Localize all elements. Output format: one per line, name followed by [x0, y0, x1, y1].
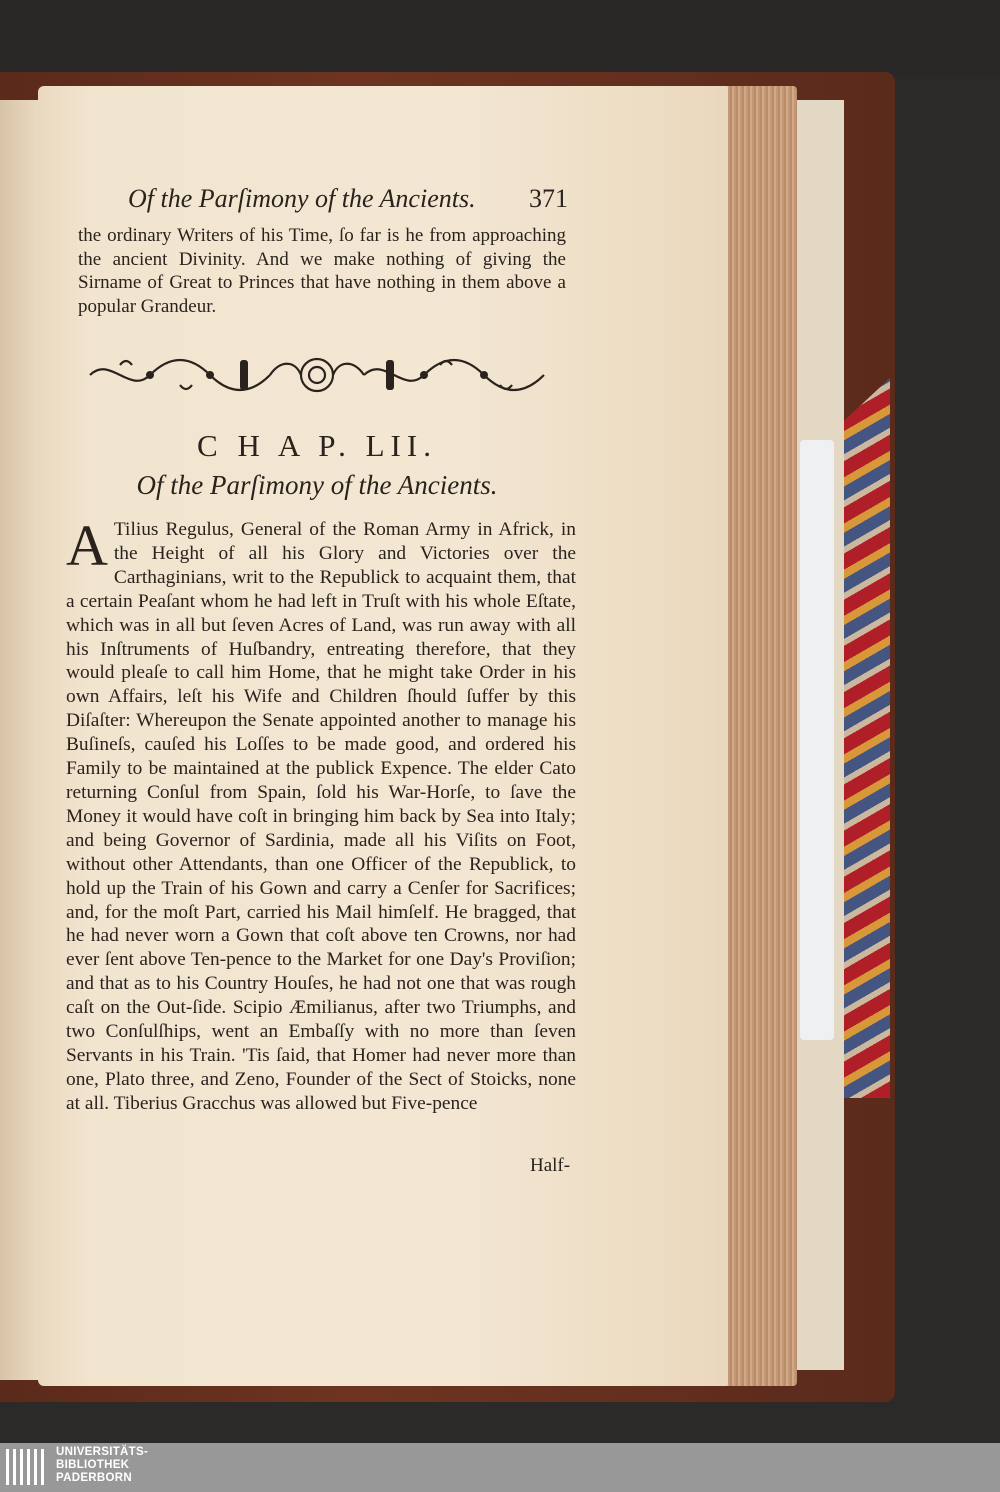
page-number: 371: [529, 184, 568, 213]
library-footer: [0, 1443, 1000, 1492]
chapter-heading: C H A P. LII.: [197, 428, 437, 463]
library-name-line2: BIBLIOTHEK: [56, 1459, 130, 1471]
library-name-line1: UNIVERSITÄTS-: [56, 1446, 149, 1458]
library-name: [56, 1446, 148, 1485]
catchword: Half-: [530, 1155, 571, 1176]
chapter-body-text: Tilius Regulus, General of the Roman Army in Africk, in the Height of all his Glory and Victories over the Carthaginians, writ to the Republick to acquaint them, that a certain Peaſant whom he had left in Truſt with his whole Eſtate, which was in all but ſeven Acres of Land, was run away with all his Inſtruments of Huſbandry, entreating therefore, that they would pleaſe to call him Home, that he might take Order in his own Affairs, leſt his Wife and Children ſhould ſuffer by this Diſaſter: Whereupon the Senate appointed another to manage his Buſineſs, cauſed his Loſſes to be made good, and ordered his Family to be maintained at the publick Expence. The elder Cato returning Conſul from Spain, ſold his War-Horſe, to ſave the Money it would have coſt in bringing him back by Sea into Italy; and being Governor of Sardinia, made all his Viſits on Foot, without other Attendants, than one Officer of the Republick, to hold up the Train of his Gown and carry a Cenſer for Sacrifices; and, for the moſt Part, carried his Mail himſelf. He bragged, that he had never worn a Gown that coſt above ten Crowns, nor had ever ſent above Ten-pence to the Market for one Day's Proviſion; and that as to his Country Houſes, he had not one that was rough caſt on the Out-ſide. Scipio Æmilianus, after two Triumphs, and two Conſulſhips, went an Embaſſy with no more than ſeven Servants in his Train. 'Tis ſaid, that Homer had never more than one, Plato three, and Zeno, Founder of the Sect of Stoicks, none at all. Tiberius Gracchus was allowed but Five-pence: [66, 519, 576, 1114]
paper-slip: [800, 440, 834, 1040]
chapter-body: [66, 513, 576, 1116]
drop-cap: A: [66, 513, 108, 578]
library-name-line3: PADERBORN: [56, 1472, 132, 1484]
ornament-icon: [80, 350, 554, 400]
previous-chapter-text: the ordinary Writers of his Time, ſo far is he from approaching the ancient Divinity. And we make nothing of giving the Sirname of Great to Princes that have nothing in them above a popular Grandeur.: [78, 225, 566, 317]
chapter-title: Of the Parſimony of the Ancients.: [136, 470, 498, 500]
library-logo-icon: [6, 1449, 46, 1485]
running-title: Of the Parſimony of the Ancients.: [128, 184, 476, 213]
background-top: [0, 0, 1000, 78]
left-page-edge: [0, 100, 40, 1380]
running-head: [128, 184, 568, 224]
